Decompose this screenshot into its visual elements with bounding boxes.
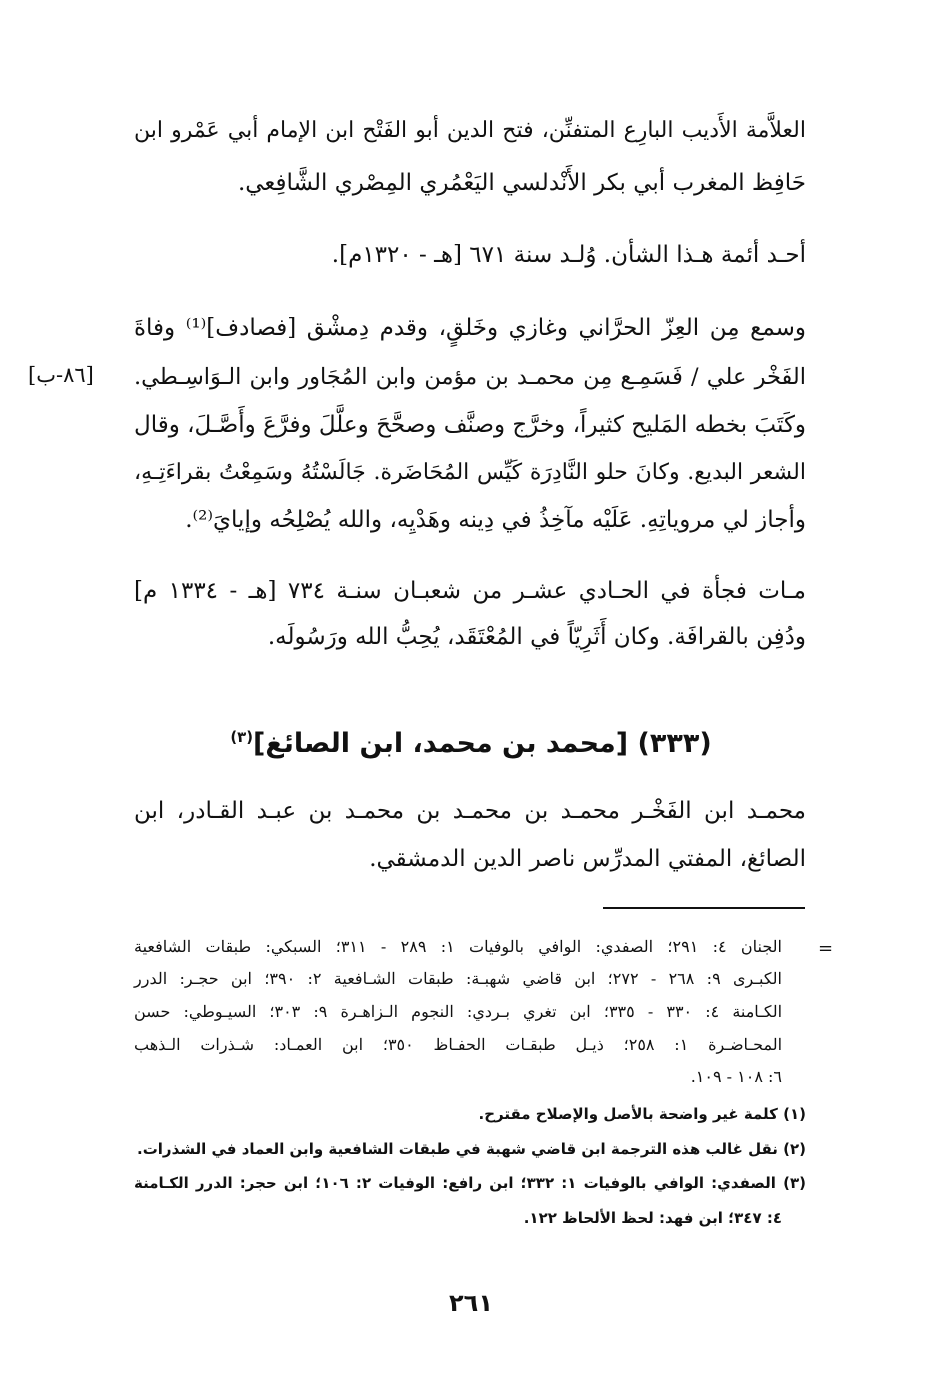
footnote-3-continued: ٤: ٣٤٧؛ ابن فهد: لحظ الألحاظ ١٢٢. xyxy=(523,1209,782,1227)
footnote-line: ٦: ١٠٨ - ١٠٩. xyxy=(690,1067,782,1086)
body-line: وسمع مِن العِزّ الحرَّاني وغازي وخَلقٍ، وقدم دِمشْق [فصادف]⁽¹⁾ وفاةَ xyxy=(134,315,806,341)
birth-line: أحـد أئمة هـذا الشأن. وُلـد سنة ٦٧١ [هـ - ١٣٢٠م]. xyxy=(331,242,806,268)
death-line: مـات فجأة في الحـادي عشـر من شعبـان سنـة ٧٣٤ [هـ - ١٣٣٤ م] xyxy=(134,578,807,604)
manuscript-folio-note: [٨٦-ب] xyxy=(28,363,94,387)
body-line: العلاَّمة الأَديب البارِع المتفنِّن، فتح الدين أبو الفَتْح ابن الإمام أبي عَمْرو ابن xyxy=(134,118,806,143)
footnote-continuation-mark: = xyxy=(818,938,834,959)
entry-heading xyxy=(0,724,942,764)
body-line: وأجاز لي مروياتِهِ. عَلَيْه مآخِذُ في دِينه وهَدْيِه، والله يُصْلِحُه وإيايَ⁽²⁾. xyxy=(185,507,806,533)
footnote-line: الكبـرى ٩: ٢٦٨ - ٢٧٢؛ ابن قاضي شهبـة: طبقات الشـافعية ٢: ٣٩٠؛ ابن حجـر: الدرر xyxy=(134,969,782,988)
footnote-line: الكـامنة ٤: ٣٣٠ - ٣٣٥؛ ابن تغري بـردي: النجوم الـزاهـرة ٩: ٣٠٣؛ السيـوطي: حسن xyxy=(134,1002,783,1021)
footnote-2: (٢) نقل غالب هذه الترجمة ابن قاضي شهبة في طبقات الشافعية وابن العماد في الشذرات. xyxy=(137,1140,806,1158)
body-line: وكَتَبَ بخطه المَليح كثيراً، وخرَّج وصنَّف وصحَّحَ وعلَّلَ وفرَّعَ وأَصَّـلَ، وقال xyxy=(134,412,806,438)
body-line: الفَخْر علي / فَسَمِـع مِن محمـد بن مؤمن وابن المُجَاور وابن الـوَاسِـطي. xyxy=(134,364,806,390)
body-line: الشعر البديع. وكانَ حلو النَّادِرَة كَيِّس المُحَاضَرة. جَالَسْتُهُ وسَمِعْتُ بقراءَتِـهِ، xyxy=(134,460,806,485)
body-line: الصائغ، المفتي المدرِّس ناصر الدين الدمشقي. xyxy=(369,846,806,872)
death-line: ودُفِن بالقرافَة. وكان أَثَرِيّاً في المُعْتَقَد، يُحِبُّ الله ورَسُولَه. xyxy=(267,624,806,650)
footnote-1: (١) كلمة غير واضحة بالأصل والإصلاح مقترح. xyxy=(478,1105,806,1123)
body-line: حَافِظ المغرب أبي بكر الأَنْدلسي اليَعْمُري المِصْري الشَّافِعي. xyxy=(237,170,806,196)
body-line: محمـد ابن الفَخْـر محمـد بن محمـد بن محمـد بن عبـد القـادر، ابن xyxy=(134,798,806,824)
footnote-separator xyxy=(603,907,805,909)
entry-heading-text: (٣٣٣) [محمد بن محمد، ابن الصائغ] xyxy=(252,728,712,759)
footnote-3: (٣) الصفدي: الوافي بالوفيات ١: ٣٣٢؛ ابن رافع: الوفيات ٢: ١٠٦؛ ابن حجر: الدرر الكـامنة xyxy=(134,1174,806,1192)
page-number: ٢٦١ xyxy=(449,1289,493,1317)
footnote-line: المحـاضـرة ١: ٢٥٨؛ ذيـل طبقـات الحفـاظ ٣٥٠؛ ابن العمـاد: شـذرات الـذهب xyxy=(134,1035,783,1054)
heading-footnote-ref: (٣) xyxy=(230,728,253,746)
footnote-line: الجنان ٤: ٢٩١؛ الصفدي: الوافي بالوفيات ١: ٢٨٩ - ٣١١؛ السبكي: طبقات الشافعية xyxy=(134,937,782,956)
